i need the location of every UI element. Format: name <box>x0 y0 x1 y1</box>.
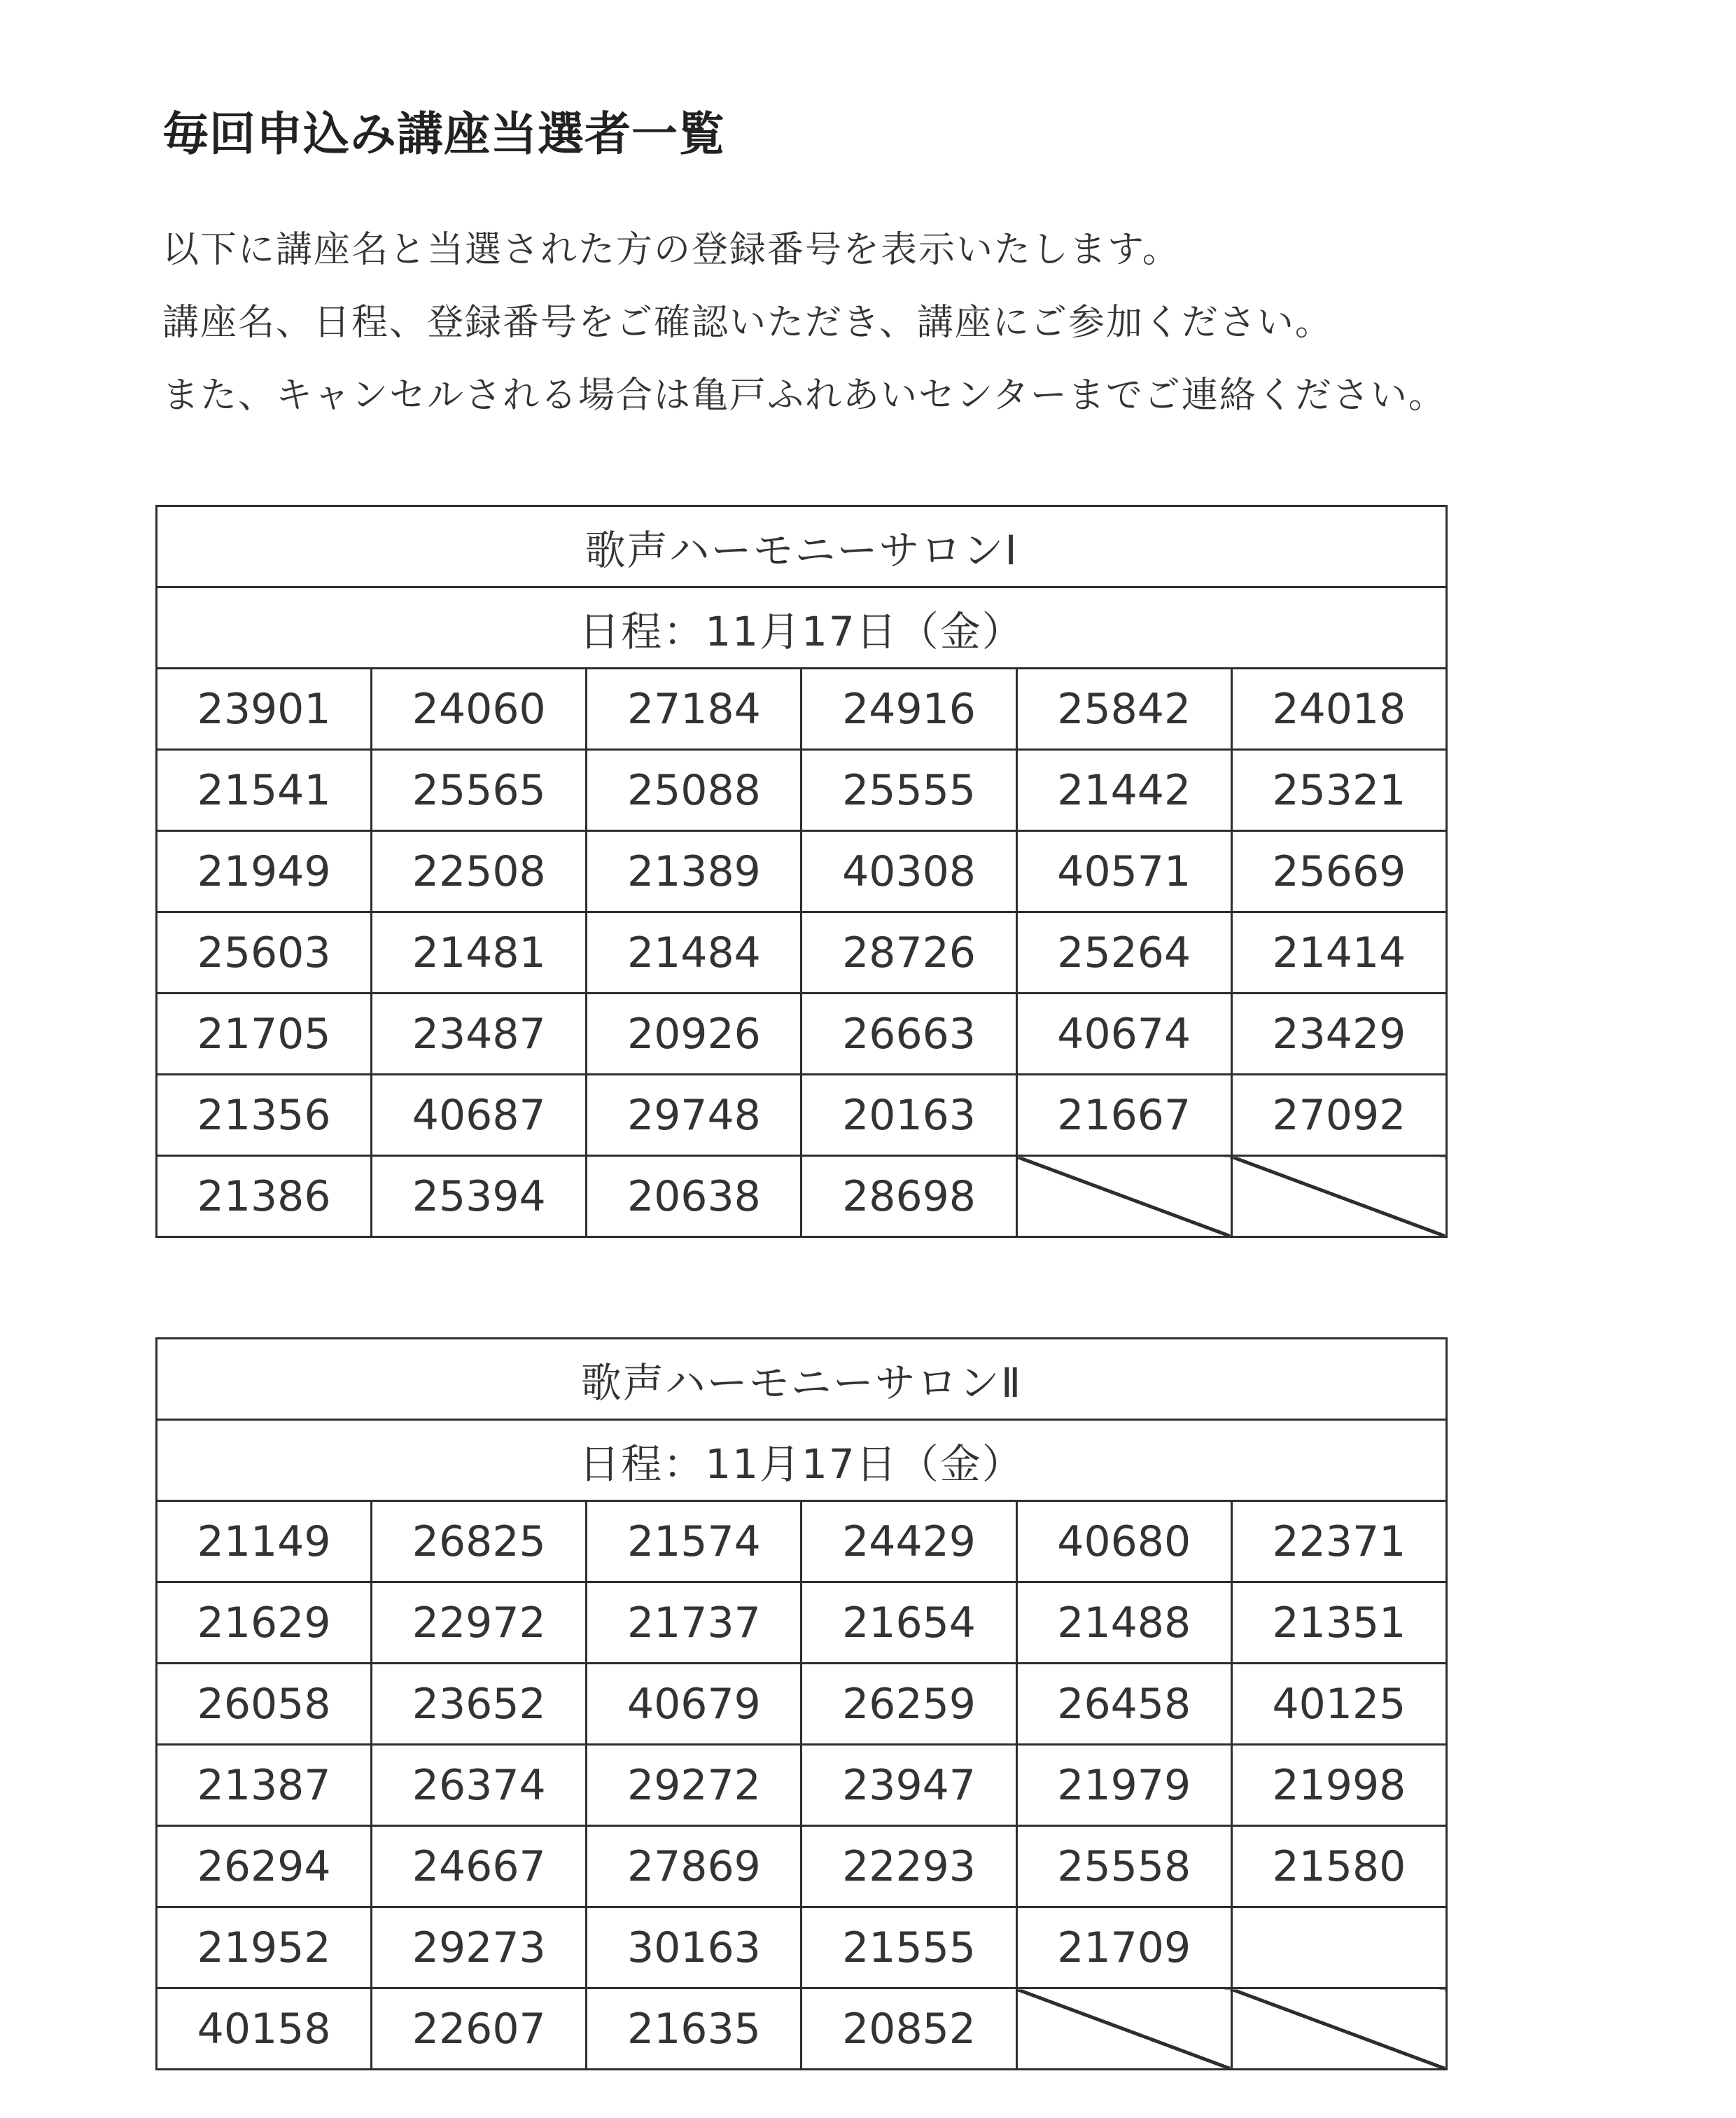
registration-number: 25555 <box>802 750 1016 831</box>
registration-number: 21387 <box>157 1745 372 1826</box>
registration-number: 21488 <box>1016 1582 1231 1664</box>
registration-number: 22293 <box>802 1826 1016 1907</box>
table-row <box>157 1988 1447 2070</box>
registration-number: 23947 <box>802 1745 1016 1826</box>
registration-number: 40158 <box>157 1988 372 2070</box>
registration-number: 24916 <box>802 669 1016 750</box>
registration-number: 28726 <box>802 912 1016 994</box>
registration-number: 21952 <box>157 1907 372 1988</box>
registration-number: 29272 <box>587 1745 802 1826</box>
table-row <box>157 669 1447 750</box>
registration-number: 21484 <box>587 912 802 994</box>
registration-number: 22972 <box>372 1582 587 1664</box>
table-row <box>157 750 1447 831</box>
course-name-row <box>157 1339 1447 1420</box>
registration-number: 26259 <box>802 1664 1016 1745</box>
registration-number: 29748 <box>587 1075 802 1156</box>
course-schedule-row <box>157 587 1447 669</box>
table-row <box>157 1745 1447 1826</box>
empty-cell <box>1231 1907 1446 1988</box>
page-title: 毎回申込み講座当選者一覧 <box>162 107 725 161</box>
intro-line: 以下に講座名と当選された方の登録番号を表示いたします。 <box>162 229 1180 271</box>
course-schedule: 日程：11月17日（金） <box>157 587 1447 669</box>
registration-number: 21998 <box>1231 1745 1446 1826</box>
registration-number: 26294 <box>157 1826 372 1907</box>
registration-number: 40680 <box>1016 1501 1231 1582</box>
registration-number: 25558 <box>1016 1826 1231 1907</box>
registration-number: 21389 <box>587 831 802 912</box>
registration-number: 40679 <box>587 1664 802 1745</box>
registration-number: 21580 <box>1231 1826 1446 1907</box>
registration-number: 22508 <box>372 831 587 912</box>
table-row <box>157 994 1447 1075</box>
table-row <box>157 1501 1447 1582</box>
registration-number: 25264 <box>1016 912 1231 994</box>
registration-number: 21737 <box>587 1582 802 1664</box>
registration-number: 28698 <box>802 1156 1016 1237</box>
registration-number: 24429 <box>802 1501 1016 1582</box>
registration-number: 21351 <box>1231 1582 1446 1664</box>
registration-number: 21555 <box>802 1907 1016 1988</box>
table-row <box>157 912 1447 994</box>
registration-number: 29273 <box>372 1907 587 1988</box>
table-row <box>157 1582 1447 1664</box>
registration-number: 21481 <box>372 912 587 994</box>
empty-cell <box>1231 1156 1446 1237</box>
registration-number: 23429 <box>1231 994 1446 1075</box>
table-row <box>157 1907 1447 1988</box>
registration-number: 25088 <box>587 750 802 831</box>
registration-number: 22607 <box>372 1988 587 2070</box>
registration-number: 20163 <box>802 1075 1016 1156</box>
empty-cell <box>1016 1988 1231 2070</box>
registration-number: 24060 <box>372 669 587 750</box>
registration-number: 20926 <box>587 994 802 1075</box>
registration-number: 26825 <box>372 1501 587 1582</box>
registration-number: 27092 <box>1231 1075 1446 1156</box>
registration-number: 21541 <box>157 750 372 831</box>
registration-number: 30163 <box>587 1907 802 1988</box>
registration-number: 21654 <box>802 1582 1016 1664</box>
registration-number: 26374 <box>372 1745 587 1826</box>
course-schedule: 日程：11月17日（金） <box>157 1420 1447 1501</box>
table-row <box>157 1664 1447 1745</box>
registration-number: 20638 <box>587 1156 802 1237</box>
registration-number: 24667 <box>372 1826 587 1907</box>
registration-number: 21709 <box>1016 1907 1231 1988</box>
registration-number: 40571 <box>1016 831 1231 912</box>
empty-cell <box>1231 1988 1446 2070</box>
course-name: 歌声ハーモニーサロンⅡ <box>157 1339 1447 1420</box>
registration-number: 26458 <box>1016 1664 1231 1745</box>
registration-number: 21149 <box>157 1501 372 1582</box>
registration-number: 21574 <box>587 1501 802 1582</box>
intro-text <box>162 214 1446 432</box>
registration-number: 21635 <box>587 1988 802 2070</box>
empty-cell <box>1016 1156 1231 1237</box>
registration-number: 25669 <box>1231 831 1446 912</box>
registration-number: 22371 <box>1231 1501 1446 1582</box>
course-table <box>155 505 1448 1238</box>
registration-number: 27184 <box>587 669 802 750</box>
table-row <box>157 831 1447 912</box>
course-table <box>155 1337 1448 2070</box>
registration-number: 40674 <box>1016 994 1231 1075</box>
course-name: 歌声ハーモニーサロンⅠ <box>157 506 1447 587</box>
registration-number: 21414 <box>1231 912 1446 994</box>
table-row <box>157 1075 1447 1156</box>
registration-number: 25603 <box>157 912 372 994</box>
course-name-row <box>157 506 1447 587</box>
registration-number: 25394 <box>372 1156 587 1237</box>
registration-number: 26058 <box>157 1664 372 1745</box>
registration-number: 21979 <box>1016 1745 1231 1826</box>
registration-number: 27869 <box>587 1826 802 1907</box>
registration-number: 24018 <box>1231 669 1446 750</box>
registration-number: 21386 <box>157 1156 372 1237</box>
registration-number: 40687 <box>372 1075 587 1156</box>
registration-number: 21442 <box>1016 750 1231 831</box>
registration-number: 21629 <box>157 1582 372 1664</box>
registration-number: 40125 <box>1231 1664 1446 1745</box>
registration-number: 23487 <box>372 994 587 1075</box>
table-row <box>157 1156 1447 1237</box>
registration-number: 25321 <box>1231 750 1446 831</box>
course-schedule-row <box>157 1420 1447 1501</box>
intro-line: また、キャンセルされる場合は亀戸ふれあいセンターまでご連絡ください。 <box>162 375 1446 417</box>
registration-number: 20852 <box>802 1988 1016 2070</box>
intro-line: 講座名、日程、登録番号をご確認いただき、講座にご参加ください。 <box>162 302 1333 344</box>
registration-number: 21356 <box>157 1075 372 1156</box>
registration-number: 40308 <box>802 831 1016 912</box>
registration-number: 25842 <box>1016 669 1231 750</box>
registration-number: 25565 <box>372 750 587 831</box>
registration-number: 21949 <box>157 831 372 912</box>
registration-number: 26663 <box>802 994 1016 1075</box>
registration-number: 23652 <box>372 1664 587 1745</box>
registration-number: 21667 <box>1016 1075 1231 1156</box>
registration-number: 23901 <box>157 669 372 750</box>
table-row <box>157 1826 1447 1907</box>
registration-number: 21705 <box>157 994 372 1075</box>
